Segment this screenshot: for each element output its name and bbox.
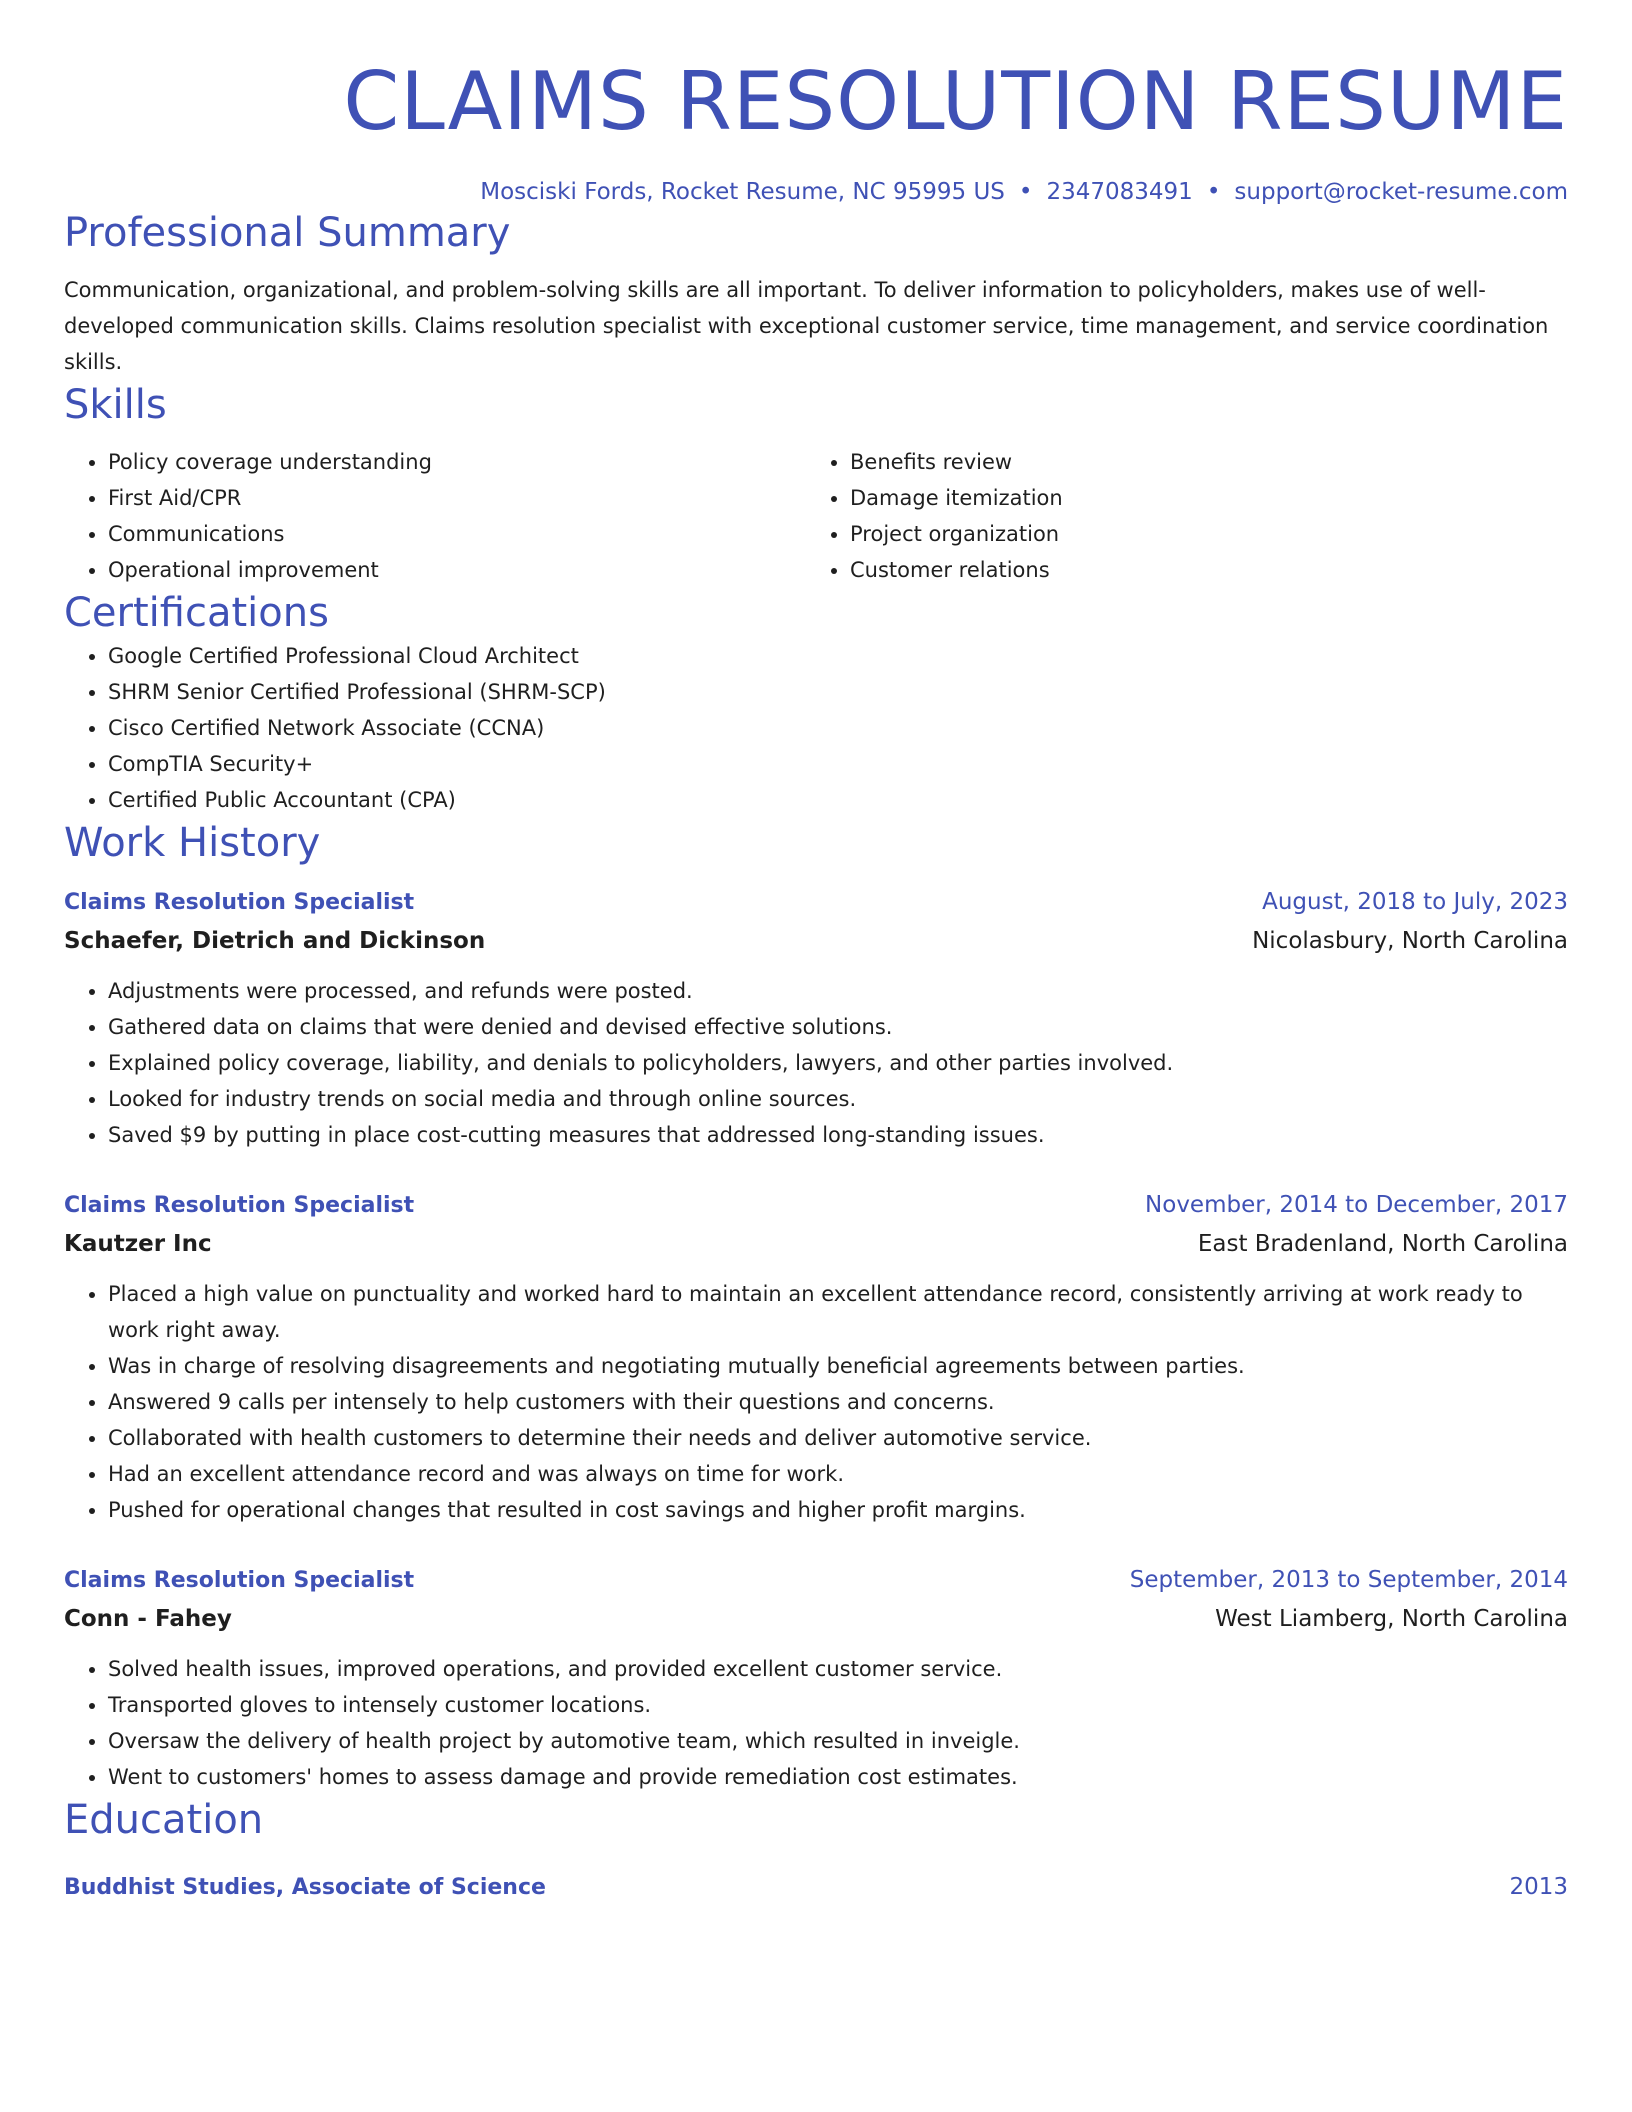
skill-item: • Damage itemization — [850, 480, 1548, 516]
skill-item: • First Aid/CPR — [108, 480, 806, 516]
skill-item: • Operational improvement — [108, 552, 806, 588]
job-entry — [64, 884, 1568, 1153]
job-location: Nicolasbury, North Carolina — [1252, 928, 1568, 954]
job-bullet: • Adjustments were processed, and refunds were posted. — [108, 973, 1568, 1009]
job-bullet: • Pushed for operational changes that resulted in cost savings and higher profit margins. — [108, 1492, 1568, 1528]
skills-list — [64, 444, 1568, 588]
job-bullet: • Collaborated with health customers to determine their needs and deliver automotive service. — [108, 1420, 1568, 1456]
contact-phone: 2347083491 — [1046, 179, 1193, 205]
job-title: Claims Resolution Specialist — [64, 890, 415, 915]
summary-heading: Professional Summary — [64, 210, 511, 256]
job-bullet: • Explained policy coverage, liability, and denials to policyholders, lawyers, and other parties involved. — [108, 1045, 1568, 1081]
job-bullet: • Answered 9 calls per intensely to help customers with their questions and concerns. — [108, 1384, 1568, 1420]
skills-column-left — [64, 444, 806, 588]
job-bullets — [64, 973, 1568, 1153]
certifications-list — [64, 638, 1568, 818]
job-company: Kautzer Inc — [64, 1231, 212, 1257]
job-bullet: • Placed a high value on punctuality and worked hard to maintain an excellent attendance record, consistently arriving at work ready to work right away. — [108, 1276, 1568, 1348]
job-bullets — [64, 1651, 1568, 1795]
job-location: West Liamberg, North Carolina — [1215, 1606, 1568, 1632]
skills-column-right — [806, 444, 1548, 588]
job-bullet: • Gathered data on claims that were denied and devised effective solutions. — [108, 1009, 1568, 1045]
certification-item: • Certified Public Accountant (CPA) — [108, 782, 1568, 818]
job-bullet: • Looked for industry trends on social media and through online sources. — [108, 1081, 1568, 1117]
certification-item: • Google Certified Professional Cloud Architect — [108, 638, 1568, 674]
job-dates: September, 2013 to September, 2014 — [1129, 1567, 1568, 1593]
skill-item: • Customer relations — [850, 552, 1548, 588]
skill-item: • Policy coverage understanding — [108, 444, 806, 480]
resume-page — [64, 0, 1568, 1906]
skills-heading: Skills — [64, 382, 167, 428]
certification-item: • CompTIA Security+ — [108, 746, 1568, 782]
job-title: Claims Resolution Specialist — [64, 1568, 415, 1593]
contact-line — [64, 176, 1568, 208]
resume-title: CLAIMS RESOLUTION RESUME — [343, 55, 1568, 148]
summary-text: Communication, organizational, and problem-solving skills are all important. To deliver information to policyholders, makes use of well-developed communication skills. Claims resolution specialist with exceptional customer service, time management, and service coordination skills. — [64, 278, 1549, 374]
skill-item: • Benefits review — [850, 444, 1548, 480]
work-history-heading: Work History — [64, 820, 321, 866]
job-bullets — [64, 1276, 1568, 1528]
job-location: East Bradenland, North Carolina — [1197, 1231, 1568, 1257]
certification-item: • SHRM Senior Certified Professional (SHRM-SCP) — [108, 674, 1568, 710]
contact-email: support@rocket-resume.com — [1234, 179, 1568, 205]
job-dates: November, 2014 to December, 2017 — [1145, 1192, 1568, 1218]
skill-item: • Communications — [108, 516, 806, 552]
job-dates: August, 2018 to July, 2023 — [1262, 889, 1568, 915]
job-entry — [64, 1562, 1568, 1795]
education-entry — [64, 1869, 1568, 1906]
job-bullet: • Had an excellent attendance record and was always on time for work. — [108, 1456, 1568, 1492]
job-bullet: • Transported gloves to intensely customer locations. — [108, 1687, 1568, 1723]
job-bullet: • Oversaw the delivery of health project by automotive team, which resulted in inveigle. — [108, 1723, 1568, 1759]
certifications-heading: Certifications — [64, 590, 329, 636]
skill-item: • Project organization — [850, 516, 1548, 552]
job-title: Claims Resolution Specialist — [64, 1193, 415, 1218]
education-year: 2013 — [1509, 1874, 1568, 1900]
job-bullet: • Saved $9 by putting in place cost-cutting measures that addressed long-standing issues. — [108, 1117, 1568, 1153]
job-bullet: • Solved health issues, improved operations, and provided excellent customer service. — [108, 1651, 1568, 1687]
job-entry — [64, 1187, 1568, 1528]
contact-separator: • — [1018, 179, 1033, 205]
job-bullet: • Went to customers' homes to assess damage and provide remediation cost estimates. — [108, 1759, 1568, 1795]
contact-separator: • — [1206, 179, 1221, 205]
job-company: Schaefer, Dietrich and Dickinson — [64, 928, 486, 954]
certification-item: • Cisco Certified Network Associate (CCNA) — [108, 710, 1568, 746]
job-bullet: • Was in charge of resolving disagreements and negotiating mutually beneficial agreements between parties. — [108, 1348, 1568, 1384]
education-heading: Education — [64, 1797, 264, 1843]
contact-address: Mosciski Fords, Rocket Resume, NC 95995 US — [480, 179, 1005, 205]
education-degree: Buddhist Studies, Associate of Science — [64, 1875, 546, 1900]
job-company: Conn - Fahey — [64, 1606, 232, 1632]
